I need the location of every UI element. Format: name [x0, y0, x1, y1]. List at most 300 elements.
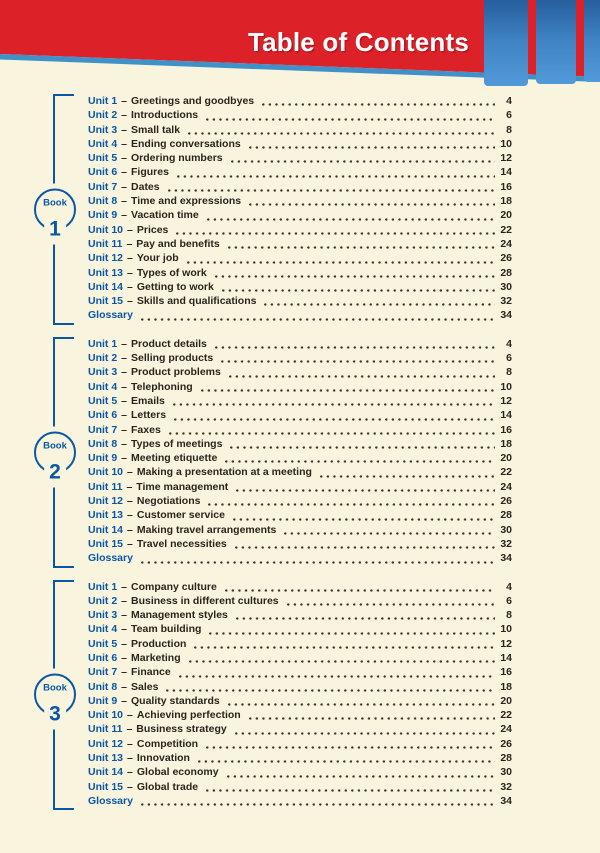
entry-label: Unit 3 [88, 123, 118, 136]
toc-entry [88, 638, 512, 652]
entry-label: Unit 8 [88, 195, 118, 208]
page-number: 8 [506, 123, 512, 136]
entry-separator: – [126, 723, 133, 736]
leader-dots [173, 403, 495, 406]
toc-entry [88, 252, 512, 266]
page-number: 4 [506, 337, 512, 350]
entry-title: Your job [136, 252, 179, 265]
entry-separator: – [121, 609, 128, 622]
entry-label: Unit 10 [88, 466, 124, 479]
page-number: 16 [500, 423, 512, 436]
entry-separator: – [127, 295, 133, 308]
entry-separator: – [127, 223, 133, 236]
toc-entry [88, 466, 512, 480]
page-number: 22 [500, 223, 512, 236]
entry-title: Ending conversations [131, 137, 241, 150]
page-number: 14 [500, 651, 512, 664]
leader-dots [225, 589, 495, 592]
page-number: 18 [500, 437, 512, 450]
leader-dots [235, 732, 495, 735]
book-2-badge [32, 426, 78, 487]
entry-separator: – [121, 95, 128, 107]
entry-title: Making a presentation at a meeting [136, 466, 312, 479]
entry-title: Dates [131, 180, 160, 193]
entry-label: Unit 5 [88, 152, 118, 165]
entry-label: Unit 9 [88, 209, 118, 222]
toc-entry [88, 195, 512, 209]
toc-entry [88, 267, 512, 281]
page-number: 10 [500, 137, 512, 150]
entry-separator: – [121, 109, 128, 122]
entry-title: Ordering numbers [131, 152, 223, 165]
entry-title: Pay and benefits [136, 237, 220, 250]
entry-title: Innovation [136, 752, 190, 765]
book-badge-circle [34, 674, 76, 726]
leader-dots [228, 703, 495, 706]
entry-label: Unit 2 [88, 594, 118, 607]
leader-dots [221, 360, 495, 363]
entry-separator: – [121, 209, 128, 222]
book-badge-word: Book [43, 197, 67, 209]
entry-title: Business strategy [136, 723, 227, 736]
entry-separator: – [127, 537, 133, 550]
page-number: 20 [500, 452, 512, 465]
entry-separator: – [127, 280, 133, 293]
page-number: 16 [500, 666, 512, 679]
entry-label: Unit 12 [88, 495, 124, 508]
leader-dots [284, 532, 495, 535]
entry-separator: – [121, 195, 128, 208]
leader-dots [249, 203, 495, 206]
entry-title: Time management [136, 480, 229, 493]
book-section-2 [0, 337, 600, 568]
leader-dots [235, 546, 495, 549]
toc-entry [88, 309, 512, 323]
leader-dots [189, 660, 495, 663]
entry-label: Unit 1 [88, 580, 118, 593]
toc-entry [88, 109, 512, 123]
leader-dots [166, 689, 495, 692]
entry-label: Unit 4 [88, 380, 118, 393]
toc-entry [88, 538, 512, 552]
entry-separator: – [121, 409, 128, 422]
toc-entry [88, 409, 512, 423]
page-number: 12 [500, 637, 512, 650]
leader-dots [206, 118, 495, 121]
entry-title: Emails [131, 394, 165, 407]
decoration-bar-1 [484, 0, 528, 86]
entry-label: Unit 3 [88, 609, 118, 622]
header-banner [0, 0, 600, 92]
entry-separator: – [127, 766, 133, 779]
entry-separator: – [121, 380, 128, 393]
leader-dots [222, 289, 495, 292]
book-2-entries [88, 338, 512, 567]
toc-entry [88, 224, 512, 238]
entry-title: Selling products [131, 352, 214, 365]
entry-label: Unit 2 [88, 109, 118, 122]
entry-title: Finance [131, 666, 171, 679]
toc-entry [88, 438, 512, 452]
entry-title: Types of work [136, 266, 207, 279]
leader-dots [177, 175, 495, 178]
entry-title: Small talk [131, 123, 181, 136]
page-number: 26 [500, 252, 512, 265]
toc-entry [88, 652, 512, 666]
entry-separator: – [121, 452, 128, 465]
entry-separator: – [127, 780, 133, 793]
toc-entry [88, 181, 512, 195]
page-number: 30 [500, 523, 512, 536]
entry-label: Unit 14 [88, 523, 124, 536]
entry-label: Unit 8 [88, 437, 118, 450]
toc-entry [88, 138, 512, 152]
leader-dots [225, 460, 495, 463]
leader-dots [230, 446, 495, 449]
entry-separator: – [121, 180, 128, 193]
leader-dots [141, 318, 495, 321]
book-section-3 [0, 580, 600, 811]
page-number: 24 [500, 723, 512, 736]
page-number: 32 [500, 537, 512, 550]
toc-entry [88, 752, 512, 766]
page-number: 18 [500, 195, 512, 208]
book-badge-number: 2 [44, 461, 66, 482]
entry-separator: – [127, 509, 133, 522]
entry-title: Business in different cultures [131, 594, 279, 607]
entry-separator: – [121, 352, 128, 365]
leader-dots [249, 717, 495, 720]
entry-label: Unit 5 [88, 637, 118, 650]
toc-entry [88, 424, 512, 438]
book-badge-word: Book [43, 440, 67, 452]
toc-entry [88, 695, 512, 709]
page-number: 14 [500, 409, 512, 422]
page-number: 8 [506, 609, 512, 622]
leader-dots [236, 617, 495, 620]
entry-label: Unit 13 [88, 266, 124, 279]
leader-dots [168, 189, 495, 192]
entry-title: Prices [136, 223, 169, 236]
leader-dots [228, 246, 495, 249]
toc-entry [88, 524, 512, 538]
page-number: 16 [500, 180, 512, 193]
leader-dots [227, 775, 495, 778]
leader-dots [188, 132, 495, 135]
entry-label: Unit 15 [88, 295, 124, 308]
entry-separator: – [121, 437, 128, 450]
leader-dots [215, 346, 495, 349]
book-badge-word: Book [43, 682, 67, 694]
entry-label: Unit 12 [88, 737, 124, 750]
leader-dots [179, 675, 495, 678]
entry-separator: – [121, 680, 128, 693]
toc-entry [88, 581, 512, 595]
leader-dots [229, 375, 495, 378]
page-number: 10 [500, 623, 512, 636]
entry-label: Unit 11 [88, 480, 123, 493]
entry-separator: – [127, 523, 133, 536]
leader-dots [249, 146, 495, 149]
entry-title: Marketing [131, 651, 181, 664]
page-number: 34 [500, 309, 512, 322]
toc-entry [88, 281, 512, 295]
entry-title: Types of meetings [131, 437, 223, 450]
page-number: 28 [500, 266, 512, 279]
toc-entry [88, 666, 512, 680]
toc-entry [88, 623, 512, 637]
entry-title: Telephoning [131, 380, 193, 393]
entry-title: Global trade [136, 780, 199, 793]
entry-separator: – [126, 237, 133, 250]
entry-title: Skills and qualifications [136, 295, 257, 308]
leader-dots [141, 803, 495, 806]
entry-separator: – [121, 666, 128, 679]
entry-separator: – [126, 480, 133, 493]
entry-label: Unit 4 [88, 137, 118, 150]
leader-dots [169, 432, 495, 435]
toc-entry [88, 681, 512, 695]
toc-entry [88, 152, 512, 166]
page-number: 24 [500, 480, 512, 493]
entry-label: Unit 14 [88, 280, 124, 293]
entry-separator: – [121, 423, 128, 436]
leader-dots [176, 232, 495, 235]
toc-entry [88, 595, 512, 609]
leader-dots [174, 418, 495, 421]
entry-label: Glossary [88, 309, 133, 322]
page-number: 4 [506, 95, 512, 107]
entry-label: Unit 6 [88, 409, 118, 422]
entry-label: Unit 8 [88, 680, 118, 693]
page-number: 20 [500, 694, 512, 707]
leader-dots [215, 275, 495, 278]
entry-separator: – [121, 366, 128, 379]
entry-label: Glossary [88, 552, 133, 565]
toc-entry [88, 295, 512, 309]
entry-title: Quality standards [131, 694, 220, 707]
entry-separator: – [121, 651, 128, 664]
entry-title: Introductions [131, 109, 199, 122]
leader-dots [206, 789, 495, 792]
toc-entry [88, 124, 512, 138]
toc-entry [88, 452, 512, 466]
toc-entry [88, 709, 512, 723]
entry-title: Team building [131, 623, 202, 636]
entry-label: Unit 9 [88, 452, 118, 465]
entry-title: Management styles [131, 609, 228, 622]
page-number: 28 [500, 752, 512, 765]
entry-title: Travel necessities [136, 537, 227, 550]
entry-separator: – [121, 166, 128, 179]
entry-separator: – [127, 752, 133, 765]
entry-label: Unit 1 [88, 337, 118, 350]
entry-title: Vacation time [131, 209, 199, 222]
entry-title: Making travel arrangements [136, 523, 277, 536]
page-title: Table of Contents [247, 27, 469, 57]
page-number: 6 [506, 594, 512, 607]
entry-separator: – [121, 623, 128, 636]
entry-separator: – [121, 594, 128, 607]
book-badge-number: 3 [44, 704, 66, 725]
entry-title: Product problems [131, 366, 221, 379]
leader-dots [262, 103, 495, 106]
book-badge-circle [34, 431, 76, 484]
toc-entry [88, 738, 512, 752]
entry-label: Unit 11 [88, 723, 123, 736]
toc-entry [88, 209, 512, 223]
leader-dots [209, 632, 495, 635]
toc-entry [88, 352, 512, 366]
toc-entry [88, 795, 512, 809]
entry-label: Unit 9 [88, 694, 118, 707]
toc-entry [88, 552, 512, 566]
page-number: 6 [506, 352, 512, 365]
leader-dots [201, 389, 495, 392]
leader-dots [264, 303, 495, 306]
entry-label: Unit 5 [88, 394, 118, 407]
book-section-1 [0, 94, 600, 325]
toc-entry [88, 395, 512, 409]
entry-label: Unit 6 [88, 651, 118, 664]
entry-separator: – [127, 737, 133, 750]
entry-label: Unit 13 [88, 752, 124, 765]
entry-label: Unit 4 [88, 623, 118, 636]
leader-dots [187, 261, 495, 264]
page-number: 34 [500, 794, 512, 807]
entry-label: Unit 3 [88, 366, 118, 379]
entry-title: Greetings and goodbyes [131, 95, 255, 107]
page-number: 22 [500, 709, 512, 722]
book-1-badge [32, 183, 78, 244]
page-number: 10 [500, 380, 512, 393]
leader-dots [206, 746, 495, 749]
book-badge-circle [34, 188, 76, 241]
entry-title: Competition [136, 737, 199, 750]
entry-separator: – [121, 580, 128, 593]
page-number: 14 [500, 166, 512, 179]
page-number: 32 [500, 295, 512, 308]
toc-entry [88, 609, 512, 623]
entry-title: Getting to work [136, 280, 214, 293]
entry-title: Global economy [136, 766, 219, 779]
entry-label: Unit 15 [88, 780, 124, 793]
toc-entry [88, 338, 512, 352]
entry-label: Unit 1 [88, 95, 118, 107]
entry-separator: – [121, 152, 128, 165]
page-number: 12 [500, 394, 512, 407]
leader-dots [207, 218, 495, 221]
entry-separator: – [121, 123, 128, 136]
entry-label: Unit 2 [88, 352, 118, 365]
page-number: 34 [500, 552, 512, 565]
page-number: 8 [506, 366, 512, 379]
toc-entry [88, 166, 512, 180]
entry-title: Production [131, 637, 187, 650]
leader-dots [141, 561, 495, 564]
page-number: 26 [500, 737, 512, 750]
entry-separator: – [121, 337, 128, 350]
entry-label: Unit 10 [88, 709, 124, 722]
entry-label: Unit 11 [88, 237, 123, 250]
leader-dots [231, 160, 495, 163]
toc-content [0, 92, 600, 810]
page-number: 12 [500, 152, 512, 165]
entry-label: Unit 12 [88, 252, 124, 265]
entry-title: Sales [131, 680, 159, 693]
book-3-entries [88, 581, 512, 810]
page-number: 4 [506, 580, 512, 593]
entry-separator: – [121, 637, 128, 650]
page-number: 30 [500, 280, 512, 293]
toc-entry [88, 366, 512, 380]
entry-label: Unit 7 [88, 180, 118, 193]
book-badge-number: 1 [44, 218, 66, 239]
decoration-bar-3 [584, 0, 600, 82]
page-number: 22 [500, 466, 512, 479]
toc-entry [88, 238, 512, 252]
page-number: 20 [500, 209, 512, 222]
toc-entry [88, 95, 512, 109]
book-3-badge [32, 669, 78, 730]
entry-separator: – [127, 252, 133, 265]
leader-dots [208, 503, 495, 506]
toc-entry [88, 381, 512, 395]
page-number: 26 [500, 495, 512, 508]
leader-dots [233, 518, 495, 521]
page-number: 28 [500, 509, 512, 522]
entry-separator: – [121, 394, 128, 407]
entry-title: Figures [131, 166, 169, 179]
entry-title: Achieving perfection [136, 709, 241, 722]
toc-entry [88, 495, 512, 509]
entry-label: Unit 7 [88, 666, 118, 679]
entry-title: Faxes [131, 423, 161, 436]
leader-dots [198, 760, 495, 763]
leader-dots [194, 646, 495, 649]
leader-dots [236, 489, 495, 492]
toc-entry [88, 723, 512, 737]
entry-title: Letters [131, 409, 167, 422]
toc-entry [88, 481, 512, 495]
page-number: 18 [500, 680, 512, 693]
entry-label: Unit 15 [88, 537, 124, 550]
page-number: 30 [500, 766, 512, 779]
entry-separator: – [121, 694, 128, 707]
toc-entry [88, 766, 512, 780]
entry-separator: – [127, 266, 133, 279]
entry-separator: – [127, 709, 133, 722]
entry-label: Unit 10 [88, 223, 124, 236]
entry-label: Unit 14 [88, 766, 124, 779]
book-1-entries [88, 95, 512, 324]
entry-title: Customer service [136, 509, 225, 522]
leader-dots [320, 475, 495, 478]
entry-title: Meeting etiquette [131, 452, 218, 465]
entry-label: Glossary [88, 794, 133, 807]
leader-dots [287, 603, 495, 606]
entry-separator: – [121, 137, 128, 150]
entry-title: Company culture [131, 580, 217, 593]
decoration-bar-2 [536, 0, 576, 84]
entry-label: Unit 13 [88, 509, 124, 522]
entry-title: Product details [131, 337, 207, 350]
page-number: 6 [506, 109, 512, 122]
toc-entry [88, 781, 512, 795]
entry-separator: – [127, 466, 133, 479]
entry-title: Time and expressions [131, 195, 242, 208]
page-number: 32 [500, 780, 512, 793]
